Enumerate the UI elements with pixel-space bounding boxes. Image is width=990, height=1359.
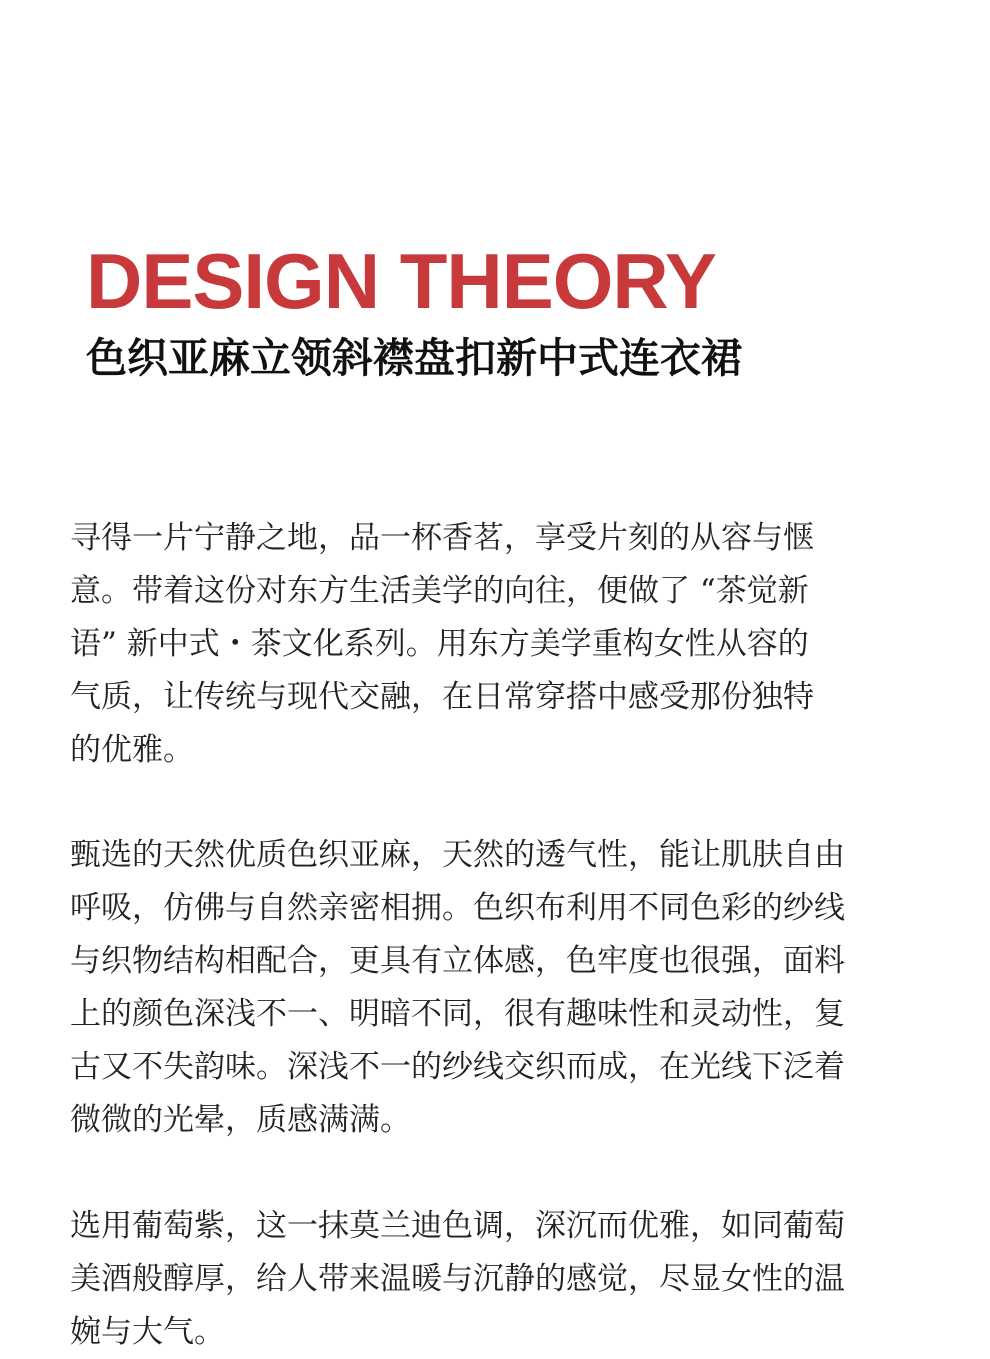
- paragraph-line: 微微的光晕，质感满满。: [70, 1102, 411, 1138]
- paragraph-line: 语” 新中式・茶文化系列。用东方美学重构女性从容的: [70, 626, 809, 662]
- paragraph-line: 选用葡萄紫，这一抹莫兰迪色调，深沉而优雅，如同葡萄: [70, 1208, 845, 1244]
- paragraph-line: 的优雅。: [70, 732, 194, 768]
- paragraph-line: 古又不失韵味。深浅不一的纱线交织而成，在光线下泛着: [70, 1049, 845, 1085]
- heading-product-name: 色织亚麻立领斜襟盘扣新中式连衣裙: [86, 334, 742, 382]
- paragraph-line: 甄选的天然优质色织亚麻，天然的透气性，能让肌肤自由: [70, 837, 845, 873]
- paragraph-fabric: [70, 829, 930, 1147]
- heading-design-theory: DESIGN THEORY: [86, 237, 716, 325]
- paragraph-line: 气质，让传统与现代交融，在日常穿搭中感受那份独特: [70, 679, 814, 715]
- paragraph-line: 寻得一片宁静之地，品一杯香茗，享受片刻的从容与惬: [70, 520, 814, 556]
- paragraph-intro: [70, 512, 930, 777]
- paragraph-line: 与织物结构相配合，更具有立体感，色牢度也很强，面料: [70, 943, 845, 979]
- paragraph-line: 婉与大气。: [70, 1314, 225, 1350]
- paragraph-line: 上的颜色深浅不一、明暗不同，很有趣味性和灵动性，复: [70, 996, 845, 1032]
- paragraph-line: 美酒般醇厚，给人带来温暖与沉静的感觉，尽显女性的温: [70, 1261, 845, 1297]
- paragraph-color: [70, 1200, 930, 1359]
- paragraph-line: 意。带着这份对东方生活美学的向往，便做了 “茶觉新: [70, 573, 809, 609]
- paragraph-line: 呼吸，仿佛与自然亲密相拥。色织布利用不同色彩的纱线: [70, 890, 845, 926]
